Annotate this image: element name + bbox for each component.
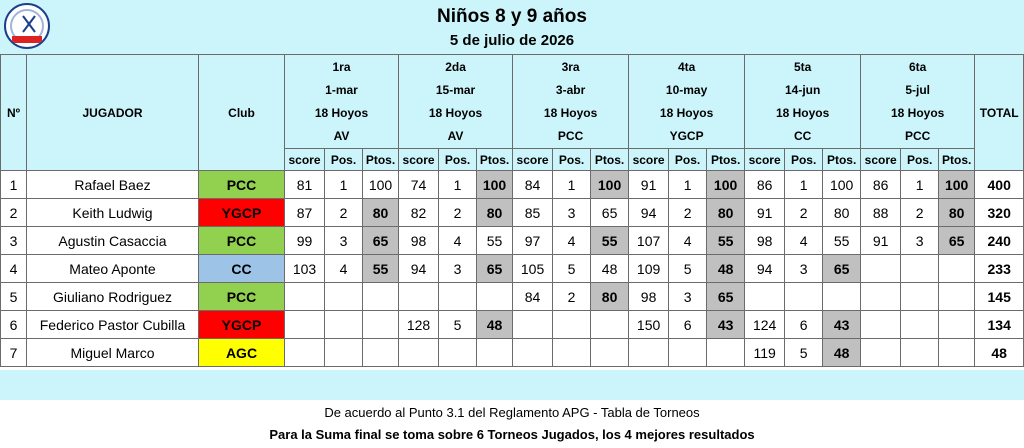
score-cell: 98 xyxy=(745,227,785,255)
col-player-header: JUGADOR xyxy=(27,55,199,171)
pts-cell: 80 xyxy=(707,199,745,227)
player-name: Agustin Casaccia xyxy=(27,227,199,255)
footnote-sum: Para la Suma final se toma sobre 6 Torneos Jugados, los 4 mejores resultados xyxy=(269,427,755,442)
pos-cell: 1 xyxy=(439,171,477,199)
score-cell: 74 xyxy=(399,171,439,199)
player-row xyxy=(1,311,1024,339)
pts-header: Ptos. xyxy=(363,149,399,171)
score-cell: 85 xyxy=(513,199,553,227)
score-cell xyxy=(861,339,901,367)
tournament-header xyxy=(399,55,513,149)
total-cell: 320 xyxy=(975,199,1024,227)
pos-cell: 4 xyxy=(325,255,363,283)
pts-cell: 43 xyxy=(707,311,745,339)
player-row xyxy=(1,283,1024,311)
pos-header: Pos. xyxy=(439,149,477,171)
pts-cell: 65 xyxy=(363,227,399,255)
score-cell xyxy=(513,311,553,339)
total-cell: 240 xyxy=(975,227,1024,255)
pos-cell xyxy=(785,283,823,311)
row-number: 1 xyxy=(1,171,27,199)
title-bar xyxy=(0,0,1024,55)
club-badge: PCC xyxy=(199,171,285,199)
score-cell: 119 xyxy=(745,339,785,367)
pos-cell: 4 xyxy=(439,227,477,255)
score-cell: 98 xyxy=(399,227,439,255)
player-name: Mateo Aponte xyxy=(27,255,199,283)
pts-cell: 48 xyxy=(707,255,745,283)
score-cell xyxy=(745,283,785,311)
pos-cell: 3 xyxy=(669,283,707,311)
player-row xyxy=(1,199,1024,227)
score-header: score xyxy=(629,149,669,171)
tournament-header xyxy=(629,55,745,149)
score-cell xyxy=(399,283,439,311)
club-badge: PCC xyxy=(199,283,285,311)
score-cell: 94 xyxy=(629,199,669,227)
score-cell: 107 xyxy=(629,227,669,255)
tournament-holes: 18 Hoyos xyxy=(775,105,830,120)
pos-cell: 1 xyxy=(553,171,591,199)
tournament-header xyxy=(745,55,861,149)
score-cell xyxy=(285,311,325,339)
score-cell: 128 xyxy=(399,311,439,339)
tournament-venue: CC xyxy=(793,128,812,143)
player-row xyxy=(1,255,1024,283)
pts-cell: 48 xyxy=(477,311,513,339)
header-row xyxy=(1,55,1024,149)
tournament-ordinal: 4ta xyxy=(677,59,696,74)
pts-cell: 65 xyxy=(707,283,745,311)
score-cell: 87 xyxy=(285,199,325,227)
pos-cell: 5 xyxy=(785,339,823,367)
pts-header: Ptos. xyxy=(477,149,513,171)
player-row xyxy=(1,227,1024,255)
pts-cell xyxy=(363,339,399,367)
pos-cell: 1 xyxy=(325,171,363,199)
tournament-holes: 18 Hoyos xyxy=(428,105,483,120)
pts-cell: 65 xyxy=(591,199,629,227)
pos-cell: 2 xyxy=(439,199,477,227)
score-cell: 84 xyxy=(513,171,553,199)
pts-cell: 100 xyxy=(939,171,975,199)
pos-cell xyxy=(553,339,591,367)
col-club-header: Club xyxy=(199,55,285,171)
pos-cell: 2 xyxy=(901,199,939,227)
pts-cell: 43 xyxy=(823,311,861,339)
pos-header: Pos. xyxy=(325,149,363,171)
tournament-header xyxy=(285,55,399,149)
total-cell: 400 xyxy=(975,171,1024,199)
footnote-rule: De acuerdo al Punto 3.1 del Reglamento APG - Tabla de Torneos xyxy=(324,405,700,420)
score-cell: 91 xyxy=(745,199,785,227)
pts-cell xyxy=(591,339,629,367)
pts-cell: 65 xyxy=(823,255,861,283)
pts-cell: 100 xyxy=(591,171,629,199)
score-cell: 86 xyxy=(745,171,785,199)
tournament-header xyxy=(861,55,975,149)
club-badge: AGC xyxy=(199,339,285,367)
pos-cell: 3 xyxy=(901,227,939,255)
pts-header: Ptos. xyxy=(707,149,745,171)
total-cell: 233 xyxy=(975,255,1024,283)
player-row xyxy=(1,339,1024,367)
tournament-venue: AV xyxy=(333,128,350,143)
pts-cell: 65 xyxy=(477,255,513,283)
tournament-ordinal: 6ta xyxy=(909,59,927,74)
score-header: score xyxy=(861,149,901,171)
row-number: 6 xyxy=(1,311,27,339)
pos-cell xyxy=(325,339,363,367)
pos-cell: 2 xyxy=(785,199,823,227)
score-cell: 86 xyxy=(861,171,901,199)
total-cell: 48 xyxy=(975,339,1024,367)
score-cell xyxy=(285,339,325,367)
club-badge: YGCP xyxy=(199,311,285,339)
player-name: Miguel Marco xyxy=(27,339,199,367)
pts-cell: 55 xyxy=(707,227,745,255)
score-cell: 81 xyxy=(285,171,325,199)
player-name: Federico Pastor Cubilla xyxy=(27,311,199,339)
pts-cell: 80 xyxy=(823,199,861,227)
pos-cell: 5 xyxy=(439,311,477,339)
club-badge: CC xyxy=(199,255,285,283)
score-cell xyxy=(629,339,669,367)
pos-cell xyxy=(439,283,477,311)
pos-cell: 2 xyxy=(325,199,363,227)
pos-cell: 2 xyxy=(553,283,591,311)
row-number: 3 xyxy=(1,227,27,255)
pos-cell xyxy=(901,311,939,339)
row-number: 5 xyxy=(1,283,27,311)
pts-cell: 55 xyxy=(591,227,629,255)
pos-cell: 3 xyxy=(553,199,591,227)
pos-cell: 1 xyxy=(669,171,707,199)
pos-header: Pos. xyxy=(553,149,591,171)
score-cell: 84 xyxy=(513,283,553,311)
pts-cell xyxy=(823,283,861,311)
row-number: 7 xyxy=(1,339,27,367)
score-cell: 91 xyxy=(861,227,901,255)
tournament-venue: PCC xyxy=(905,128,931,143)
club-badge: PCC xyxy=(199,227,285,255)
pts-header: Ptos. xyxy=(823,149,861,171)
pts-cell: 80 xyxy=(477,199,513,227)
col-num-header: Nº xyxy=(1,55,27,171)
score-cell: 94 xyxy=(399,255,439,283)
col-total-header: TOTAL xyxy=(975,55,1024,171)
score-cell: 99 xyxy=(285,227,325,255)
pos-cell: 5 xyxy=(669,255,707,283)
pos-cell xyxy=(669,339,707,367)
pts-cell: 100 xyxy=(707,171,745,199)
pts-cell: 48 xyxy=(591,255,629,283)
tournament-date: 15-mar xyxy=(435,82,476,97)
pos-cell: 1 xyxy=(785,171,823,199)
pos-cell: 4 xyxy=(669,227,707,255)
pos-cell: 3 xyxy=(439,255,477,283)
score-cell xyxy=(861,255,901,283)
tournament-venue: AV xyxy=(447,128,464,143)
pts-cell: 55 xyxy=(823,227,861,255)
row-number: 2 xyxy=(1,199,27,227)
pos-cell: 3 xyxy=(785,255,823,283)
tournament-holes: 18 Hoyos xyxy=(543,105,598,120)
player-name: Giuliano Rodriguez xyxy=(27,283,199,311)
tournament-date: 5-jul xyxy=(905,82,930,97)
pos-cell: 3 xyxy=(325,227,363,255)
pos-header: Pos. xyxy=(901,149,939,171)
tournament-venue: YGCP xyxy=(669,128,704,143)
pos-cell xyxy=(325,311,363,339)
tournament-holes: 18 Hoyos xyxy=(659,105,714,120)
score-cell: 94 xyxy=(745,255,785,283)
tournament-ordinal: 1ra xyxy=(332,59,351,74)
pts-cell xyxy=(939,311,975,339)
pts-cell: 100 xyxy=(363,171,399,199)
score-cell: 103 xyxy=(285,255,325,283)
footer-bar xyxy=(0,370,1024,400)
pos-cell: 2 xyxy=(669,199,707,227)
score-cell: 82 xyxy=(399,199,439,227)
tournament-date: 10-may xyxy=(665,82,708,97)
pts-cell: 55 xyxy=(477,227,513,255)
score-header: score xyxy=(513,149,553,171)
ranking-table xyxy=(0,54,1024,367)
score-cell xyxy=(285,283,325,311)
pos-header: Pos. xyxy=(669,149,707,171)
pts-cell xyxy=(363,311,399,339)
page-date: 5 de julio de 2026 xyxy=(449,32,575,49)
pos-cell: 6 xyxy=(669,311,707,339)
tournament-holes: 18 Hoyos xyxy=(314,105,369,120)
pts-cell: 80 xyxy=(591,283,629,311)
pos-cell xyxy=(901,339,939,367)
pts-cell: 100 xyxy=(823,171,861,199)
tournament-date: 3-abr xyxy=(555,82,586,97)
tournament-venue: PCC xyxy=(557,128,584,143)
pts-cell xyxy=(363,283,399,311)
pts-cell xyxy=(477,339,513,367)
tournament-header xyxy=(513,55,629,149)
score-header: score xyxy=(285,149,325,171)
score-cell xyxy=(861,283,901,311)
tournament-date: 14-jun xyxy=(784,82,821,97)
score-cell xyxy=(399,339,439,367)
score-cell: 91 xyxy=(629,171,669,199)
score-header: score xyxy=(399,149,439,171)
pos-header: Pos. xyxy=(785,149,823,171)
pts-cell xyxy=(477,283,513,311)
score-cell: 88 xyxy=(861,199,901,227)
score-cell: 98 xyxy=(629,283,669,311)
pos-cell xyxy=(553,311,591,339)
score-cell xyxy=(861,311,901,339)
player-name: Rafael Baez xyxy=(27,171,199,199)
pos-cell xyxy=(901,283,939,311)
pts-cell: 48 xyxy=(823,339,861,367)
score-cell: 150 xyxy=(629,311,669,339)
tournament-ordinal: 5ta xyxy=(793,59,812,74)
pts-header: Ptos. xyxy=(939,149,975,171)
pos-cell xyxy=(325,283,363,311)
pts-cell xyxy=(939,255,975,283)
pos-cell: 6 xyxy=(785,311,823,339)
score-cell: 97 xyxy=(513,227,553,255)
pts-cell: 65 xyxy=(939,227,975,255)
pts-header: Ptos. xyxy=(591,149,629,171)
pts-cell xyxy=(707,339,745,367)
pts-cell xyxy=(591,311,629,339)
pos-cell: 4 xyxy=(785,227,823,255)
tournament-date: 1-mar xyxy=(325,82,358,97)
pts-cell xyxy=(939,339,975,367)
page-title: Niños 8 y 9 años xyxy=(437,6,587,27)
pos-cell: 1 xyxy=(901,171,939,199)
tournament-holes: 18 Hoyos xyxy=(890,105,945,120)
score-cell: 105 xyxy=(513,255,553,283)
club-badge: YGCP xyxy=(199,199,285,227)
total-cell: 145 xyxy=(975,283,1024,311)
pos-cell: 4 xyxy=(553,227,591,255)
score-cell xyxy=(513,339,553,367)
player-name: Keith Ludwig xyxy=(27,199,199,227)
total-cell: 134 xyxy=(975,311,1024,339)
pos-cell: 5 xyxy=(553,255,591,283)
score-cell: 124 xyxy=(745,311,785,339)
pts-cell xyxy=(939,283,975,311)
score-header: score xyxy=(745,149,785,171)
player-row xyxy=(1,171,1024,199)
pos-cell xyxy=(439,339,477,367)
pts-cell: 55 xyxy=(363,255,399,283)
pts-cell: 80 xyxy=(939,199,975,227)
score-cell: 109 xyxy=(629,255,669,283)
pts-cell: 100 xyxy=(477,171,513,199)
pos-cell xyxy=(901,255,939,283)
tournament-ordinal: 3ra xyxy=(561,59,580,74)
row-number: 4 xyxy=(1,255,27,283)
tournament-ordinal: 2da xyxy=(445,59,466,74)
pts-cell: 80 xyxy=(363,199,399,227)
